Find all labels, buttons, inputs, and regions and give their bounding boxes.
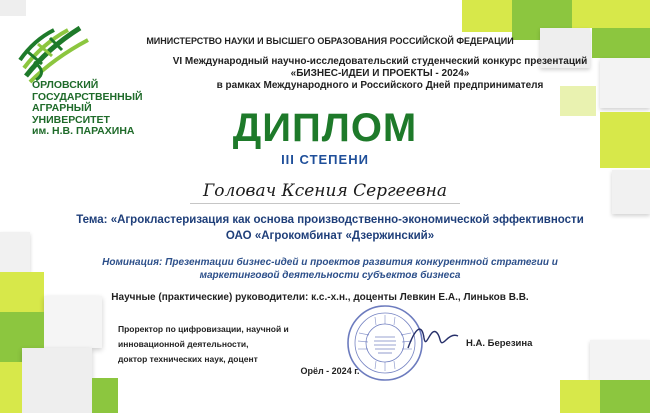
deco-square (462, 0, 512, 32)
nomination-line: маркетинговой деятельности субъектов бизнеса (199, 269, 461, 281)
nomination-line: Номинация: Презентации бизнес-идей и проектов развития конкурентной стратегии и (102, 257, 558, 268)
deco-square (600, 112, 650, 168)
deco-square (560, 380, 600, 413)
topic-line: Тема: «Агрокластеризация как основа производственно-экономической эффективности (76, 214, 584, 226)
ministry-heading: МИНИСТЕРСТВО НАУКИ И ВЫСШЕГО ОБРАЗОВАНИЯ РОССИЙСКОЙ ФЕДЕРАЦИИ (146, 36, 514, 46)
prorector-line: Проректор по цифровизации, научной и (118, 324, 289, 334)
deco-square (590, 340, 650, 380)
deco-square (572, 0, 650, 28)
diploma-title: ДИПЛОМ (232, 106, 418, 150)
topic (40, 212, 620, 244)
deco-square (592, 28, 650, 58)
topic-line: ОАО «Агрокомбинат «Дзержинский» (225, 230, 435, 242)
signature-icon (404, 318, 460, 358)
contest-line: в рамках Международного и Российского Дней предпринимателя (216, 80, 544, 91)
supervisors: Научные (практические) руководители: к.с.-х.н., доценты Левкин Е.А., Линьков В.В. (111, 292, 529, 303)
organization-line: ОРЛОВСКИЙ (32, 79, 99, 91)
deco-square (600, 58, 650, 108)
nomination (60, 257, 600, 282)
prorector-line: доктор технических наук, доцент (118, 354, 258, 364)
contest-line: «БИЗНЕС-ИДЕИ И ПРОЕКТЫ - 2024» (290, 68, 470, 79)
contest-description (160, 56, 600, 92)
organization-line: АГРАРНЫЙ (32, 102, 92, 114)
signer-name: Н.А. Березина (466, 338, 533, 349)
organization-name (32, 80, 143, 138)
deco-square (22, 348, 92, 413)
organization-line: ГОСУДАРСТВЕННЫЙ (32, 90, 143, 103)
deco-square (92, 378, 118, 413)
deco-square (612, 170, 650, 214)
deco-square (0, 232, 30, 272)
organization-line: УНИВЕРСИТЕТ (32, 113, 110, 126)
deco-square (0, 272, 44, 312)
diploma-degree: III СТЕПЕНИ (281, 152, 369, 167)
deco-square (0, 362, 22, 413)
deco-square (600, 380, 650, 413)
organization-line: им. Н.В. ПАРАХИНА (32, 125, 135, 137)
recipient-name: Головач Ксения Сергеевна (203, 181, 447, 201)
contest-line: VI Международный научно-исследовательский студенческий конкурс презентаций (172, 56, 588, 67)
deco-square (0, 0, 26, 16)
city-year: Орёл - 2024 г. (300, 366, 360, 376)
prorector-title (118, 322, 338, 367)
recipient-underline (190, 203, 460, 204)
prorector-line: инновационной деятельности, (118, 339, 249, 349)
deco-square (44, 296, 102, 348)
